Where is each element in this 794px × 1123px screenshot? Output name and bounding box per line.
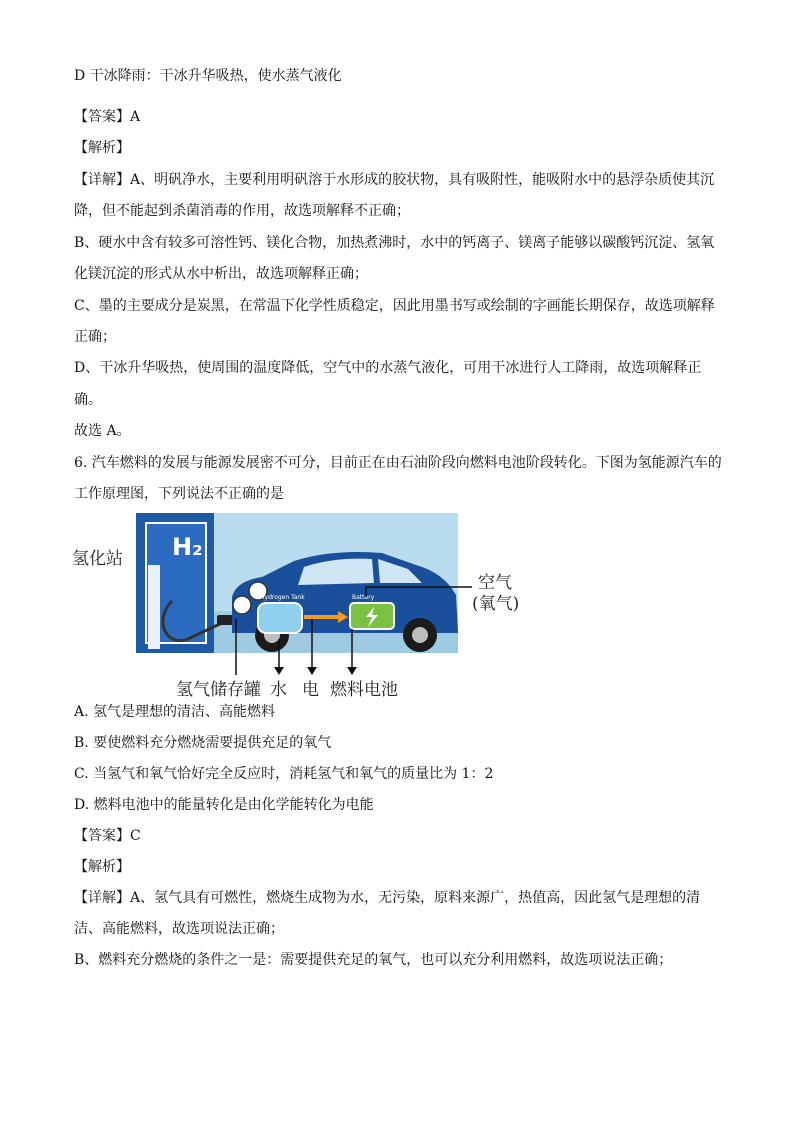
q5-detail-line: C、墨的主要成分是炭黑，在常温下化学性质稳定，因此用墨书写或绘制的字画能长期保存，故选项解释 [74,298,715,314]
tank-caption: 氢气储存罐 [176,680,261,700]
q6-stem-line: 6. 汽车燃料的发展与能源发展密不可分，目前正在由石油阶段向燃料电池阶段转化。下图为氢能源汽车的 [74,455,722,471]
q6-stem-line: 工作原理图，下列说法不正确的是 [74,486,284,502]
q6-detail-line: B、燃料充分燃烧的条件之一是：需要提供充足的氧气，也可以充分利用燃料，故选项说法正确； [74,952,673,968]
oxygen-label: (氧气) [472,594,520,614]
hydrogen-tank [258,603,302,633]
q5-option-d: D 干冰降雨：干冰升华吸热，使水蒸气液化 [74,68,342,84]
q5-answer: 【答案】A [74,109,141,125]
q5-analysis-heading: 【解析】 [74,140,130,156]
q6-option-a: A. 氢气是理想的清洁、高能燃料 [74,704,276,720]
q5-conclusion: 故选 A。 [74,423,131,439]
q5-detail-line: 【详解】A、明矾净水，主要利用明矾溶于水形成的胶状物，具有吸附性，能吸附水中的悬浮杂质使其沉 [74,172,715,188]
station-stripe [148,565,160,649]
q5-detail-line: 化镁沉淀的形式从水中析出，故选项解释正确； [74,266,368,282]
q5-detail-line: D、干冰升华吸热，使周围的温度降低，空气中的水蒸气液化，可用干冰进行人工降雨，故选项解释正 [74,360,702,376]
q5-detail-line: B、硬水中含有较多可溶性钙、镁化合物，加热煮沸时，水中的钙离子、镁离子能够以碳酸钙沉淀、氢氧 [74,235,715,251]
water-bubble [233,596,251,614]
q6-option-c: C. 当氢气和氧气恰好完全反应时，消耗氢气和氧气的质量比为 1：2 [74,766,494,782]
q6-detail-line: 洁、高能燃料，故选项说法正确； [74,921,284,937]
q6-analysis-heading: 【解析】 [74,859,130,875]
q5-detail-line: 正确； [74,329,116,345]
q6-answer: 【答案】C [74,828,141,844]
hydrogen-car-diagram [72,511,532,701]
battery-label: Battery [352,594,375,601]
electricity-caption: 电 [302,680,319,700]
h2-sign: H₂ [172,533,203,561]
station-label: 氢化站 [72,549,123,569]
tank-label: Hydrogen Tank [260,594,305,601]
q5-detail-line: 确。 [74,392,102,408]
fuel-cell-caption: 燃料电池 [330,680,398,700]
q6-detail-line: 【详解】A、氢气具有可燃性，燃烧生成物为水，无污染，原料来源广，热值高，因此氢气是理想的清 [74,890,701,906]
q6-option-b: B. 要使燃料充分燃烧需要提供充足的氧气 [74,735,332,751]
air-label: 空气 [478,573,512,593]
q6-option-d: D. 燃料电池中的能量转化是由化学能转化为电能 [74,797,374,813]
car-illustration [72,511,532,701]
water-caption: 水 [270,680,287,700]
q5-detail-line: 降，但不能起到杀菌消毒的作用，故选项解释不正确； [74,203,410,219]
